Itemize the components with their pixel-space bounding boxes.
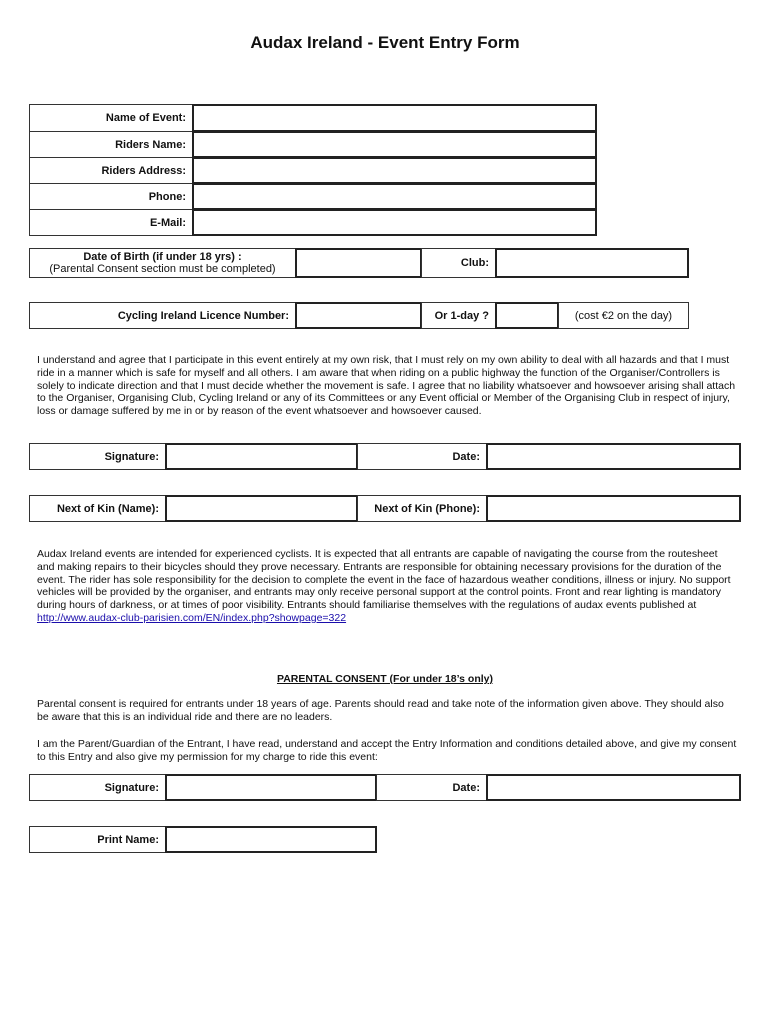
consent-para-1: Parental consent is required for entrants under 18 years of age. Parents should read and take note of the information given above. They should also be aware that this is an individual ride and there are no leaders. (37, 698, 724, 723)
dob-input[interactable] (295, 248, 422, 278)
kin-name-label: Next of Kin (Name): (29, 495, 166, 522)
consent-date-input[interactable] (486, 774, 741, 801)
consent-signature-label: Signature: (29, 774, 166, 801)
event-name-label: Name of Event: (29, 104, 193, 132)
riders-name-label: Riders Name: (29, 131, 193, 158)
oneday-input[interactable] (495, 302, 559, 329)
oneday-label: Or 1-day ? (421, 302, 496, 329)
dob-label-cell (29, 248, 296, 278)
oneday-cost: (cost €2 on the day) (558, 302, 689, 329)
consent-heading: PARENTAL CONSENT (For under 18’s only) (276, 673, 494, 685)
print-name-input[interactable] (165, 826, 377, 853)
regulations-link[interactable]: http://www.audax-club-parisien.com/EN/index.php?showpage=322 (37, 611, 347, 624)
riders-name-input[interactable] (192, 131, 597, 158)
signature-label: Signature: (29, 443, 166, 470)
kin-phone-label: Next of Kin (Phone): (357, 495, 487, 522)
email-label: E-Mail: (29, 209, 193, 236)
phone-label: Phone: (29, 183, 193, 210)
event-name-input[interactable] (192, 104, 597, 132)
print-name-label: Print Name: (29, 826, 166, 853)
consent-signature-input[interactable] (165, 774, 377, 801)
info-paragraph (37, 548, 737, 625)
club-label: Club: (421, 248, 496, 278)
dob-note: (Parental Consent section must be completed) (49, 263, 276, 275)
kin-name-input[interactable] (165, 495, 358, 522)
club-input[interactable] (495, 248, 689, 278)
email-input[interactable] (192, 209, 597, 236)
form-title: Audax Ireland - Event Entry Form (250, 33, 520, 52)
dob-label: Date of Birth (if under 18 yrs) : (83, 251, 242, 263)
consent-date-label: Date: (376, 774, 487, 801)
info-text: Audax Ireland events are intended for experienced cyclists. It is expected that all entrants are capable of navigating the course from the routesheet and making repairs to their bicycles should they prove necessary. Entrants are responsible for obtaining necessary provisions for the duration of the event. The rider has sole responsibility for the decision to complete the event in the face of hazardous weather conditions, illness or injury. No support vehicles will be provided by the organiser, and entrants may only receive personal support at the control points. Front and rear lighting is mandatory during hours of darkness, or at times of poor visibility. Entrants should familiarise themselves with the regulations of audax events published at (37, 548, 731, 612)
date-input[interactable] (486, 443, 741, 470)
licence-input[interactable] (295, 302, 422, 329)
riders-address-input[interactable] (192, 157, 597, 184)
kin-phone-input[interactable] (486, 495, 741, 522)
licence-label: Cycling Ireland Licence Number: (29, 302, 296, 329)
signature-input[interactable] (165, 443, 358, 470)
riders-address-label: Riders Address: (29, 157, 193, 184)
phone-input[interactable] (192, 183, 597, 210)
consent-para-2: I am the Parent/Guardian of the Entrant, I have read, understand and accept the Entry Information and conditions detailed above, and give my consent to this Entry and also give my permission for my charge to ride this event: (37, 738, 737, 763)
date-label: Date: (357, 443, 487, 470)
waiver-text: I understand and agree that I participate in this event entirely at my own risk, that I must rely on my own ability to deal with all hazards and that I must ride in a manner which is safe for myself and all others. I am aware that when riding on a public highway the function of the Organiser/Controllers is solely to indicate direction and that I must decide whether the movement is safe. I agree that no liability whatsoever and howsoever arising shall attach to the Organiser, Organising Club, Cycling Ireland or any of its Committees or any Event official or Member of the Organising Club in respect of injury, loss or damage suffered by me in or by reason of the event whatsoever and howsoever caused. (37, 354, 736, 418)
